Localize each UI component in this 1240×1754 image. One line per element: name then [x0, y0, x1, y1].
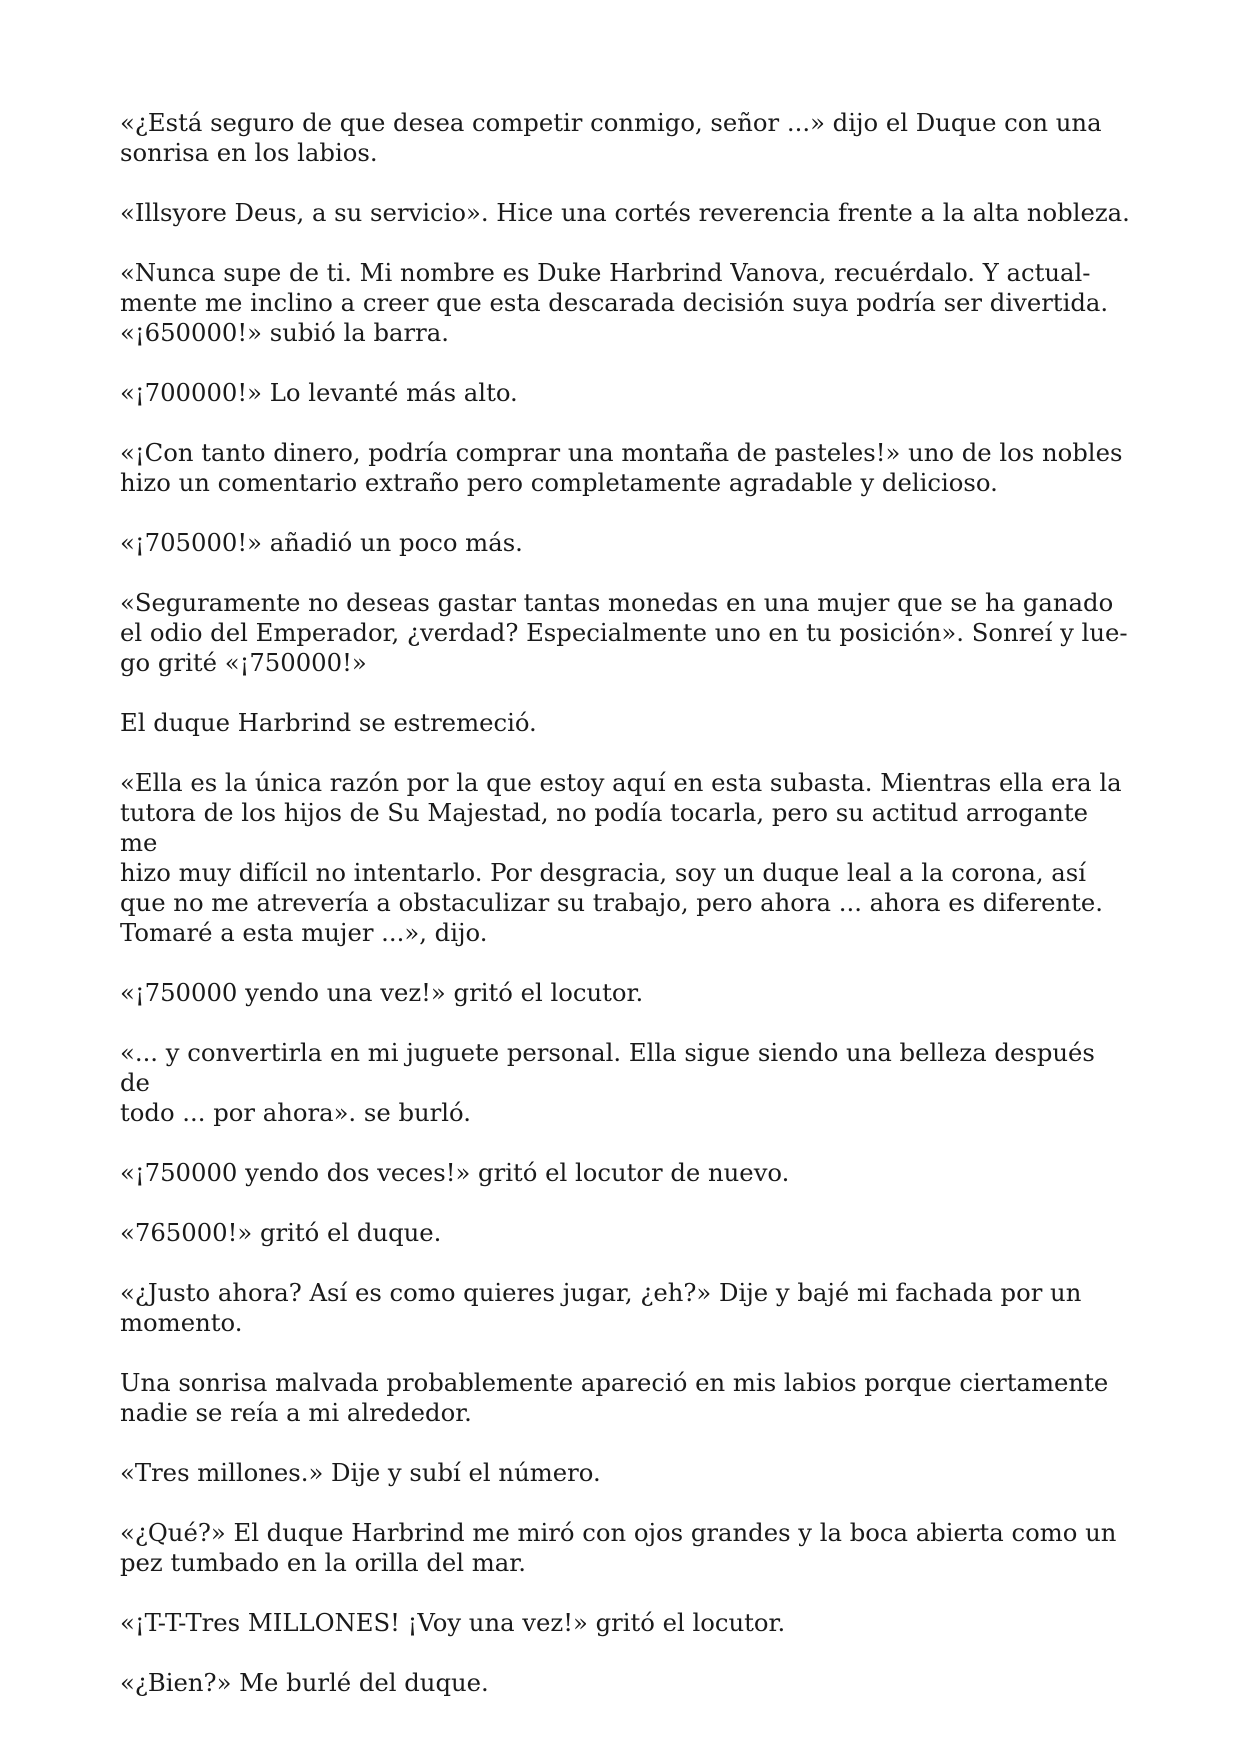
paragraph: «Ella es la única razón por la que estoy aquí en esta subasta. Mientras ella era la tutora de los hijos de Su Majestad, no podía tocarla, pero su actitud arrogante me hizo muy difícil no intentarlo. Por desgracia, soy un duque leal a la corona, así que no me atrevería a obstaculizar su trabajo, pero ahora ... ahora es diferente. Tomaré a esta mujer ...», dijo.	[120, 768, 1122, 947]
paragraph: «¿Justo ahora? Así es como quieres jugar, ¿eh?» Dije y bajé mi fachada por un momento.	[120, 1278, 1082, 1337]
paragraph: «Illsyore Deus, a su servicio». Hice una cortés reverencia frente a la alta nobleza.	[120, 198, 1130, 227]
paragraph: «¡750000 yendo dos veces!» gritó el locutor de nuevo.	[120, 1158, 790, 1187]
paragraph: «Seguramente no deseas gastar tantas monedas en una mujer que se ha ganado el odio del Emperador, ¿verdad? Especialmente uno en tu posición». Sonreí y lue- go grité «¡750000!»	[120, 588, 1128, 677]
paragraph: «Tres millones.» Dije y subí el número.	[120, 1458, 601, 1487]
paragraph: El duque Harbrind se estremeció.	[120, 708, 537, 737]
paragraph: «¿Qué?» El duque Harbrind me miró con ojos grandes y la boca abierta como un pez tumbado en la orilla del mar.	[120, 1518, 1117, 1577]
paragraph: «... y convertirla en mi juguete personal. Ella sigue siendo una belleza después de todo ... por ahora». se burló.	[120, 1038, 1095, 1127]
paragraph: «¡Con tanto dinero, podría comprar una montaña de pasteles!» uno de los nobles hizo un comentario extraño pero completamente agradable y delicioso.	[120, 438, 1123, 497]
paragraph: «¿Está seguro de que desea competir conmigo, señor ...» dijo el Duque con una sonrisa en los labios.	[120, 108, 1102, 167]
paragraph: «¡705000!» añadió un poco más.	[120, 528, 523, 557]
paragraph: Una sonrisa malvada probablemente apareció en mis labios porque ciertamente nadie se reía a mi alrededor.	[120, 1368, 1109, 1427]
paragraph: «Nunca supe de ti. Mi nombre es Duke Harbrind Vanova, recuérdalo. Y actual- mente me inclino a creer que esta descarada decisión suya podría ser divertida. «¡650000!» subió la barra.	[120, 258, 1109, 347]
paragraph: «¡T-T-Tres MILLONES! ¡Voy una vez!» gritó el locutor.	[120, 1608, 786, 1637]
paragraph: «¡750000 yendo una vez!» gritó el locutor.	[120, 978, 644, 1007]
document-page	[120, 108, 1130, 1728]
paragraph: «¡700000!» Lo levanté más alto.	[120, 378, 518, 407]
paragraph: «¿Bien?» Me burlé del duque.	[120, 1668, 489, 1697]
paragraph: «765000!» gritó el duque.	[120, 1218, 442, 1247]
